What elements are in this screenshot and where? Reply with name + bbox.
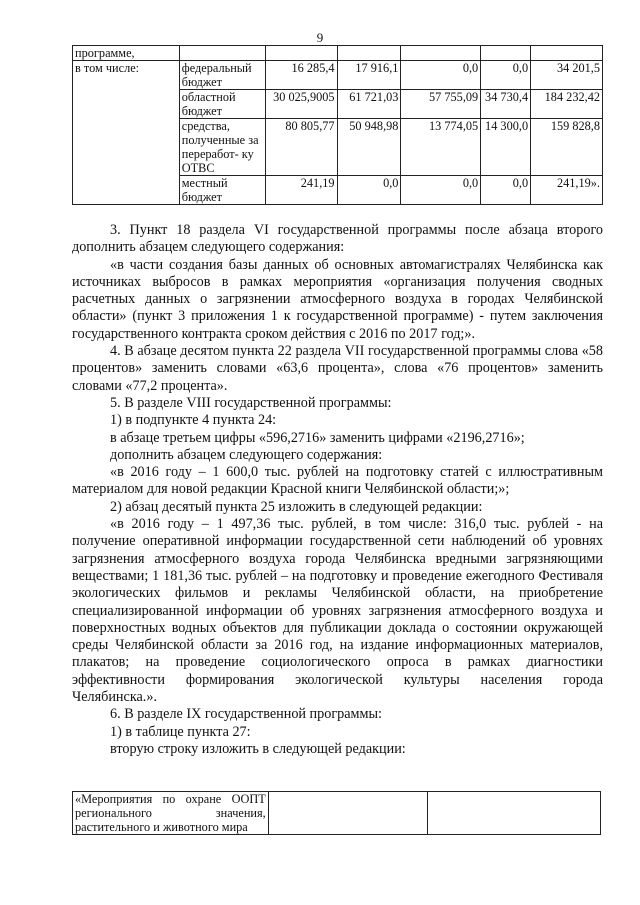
page-number: 9 — [316, 30, 324, 45]
table-row — [73, 792, 601, 835]
value-cell: 0,0 — [401, 176, 481, 205]
paragraph: «в части создания базы данных об основных автомагистралях Челябинска как источниках выбросов в рамках мероприятия «организация получения сводных расчетных данных о загрязнении атмосферного воздуха в городах Челябинской области» (пункт 3 приложения 1 к государственной программе) - путем заключения государственного контракта сроком действия с 2016 по 2017 год;». — [72, 256, 603, 342]
paragraph: вторую строку изложить в следующей редакции: — [110, 740, 406, 757]
value-cell: 16 285,4 — [265, 61, 337, 90]
paragraph: 5. В разделе VIII государственной программы: — [110, 394, 392, 411]
paragraph: «в 2016 году – 1 600,0 тыс. рублей на подготовку статей с иллюстративным материалом для новой редакции Красной книги Челябинской области;»; — [72, 464, 603, 498]
value-cell: 14 300,0 — [481, 119, 531, 176]
total-cell: 159 828,8 — [531, 119, 603, 176]
value-cell: 13 774,05 — [401, 119, 481, 176]
paragraph: 3. Пункт 18 раздела VI государственной программы после абзаца второго дополнить абзацем следующего содержания: — [72, 222, 603, 256]
total-cell: 184 232,42 — [531, 90, 603, 119]
paragraph: «в 2016 году – 1 497,36 тыс. рублей, в том числе: 316,0 тыс. рублей - на получение оперативной информации государственной сети наблюдений об уровнях загрязнения атмосферного воздуха города Челябинска вредными загрязняющими веществами; 1 181,36 тыс. рублей – на подготовку и проведение ежегодного Фестиваля экологических фильмов и рекламы Челябинской области, на приобретение специализированной информации об уровнях загрязнения атмосферного воздуха и поверхностных водных объектов для публикации доклада о состоянии окружающей среды Челябинской области за 2016 год, на издание информационных материалов, плакатов; на проведение социологического опроса в рамках диагностики эффективности формирования экологической культуры населения города Челябинска.». — [72, 516, 603, 706]
replacement-row-table — [72, 791, 601, 835]
paragraph: 6. В разделе IX государственной программы: — [110, 706, 382, 723]
paragraph: 1) в таблице пункта 27: — [110, 723, 251, 740]
value-cell: 61 721,03 — [337, 90, 401, 119]
value-cell: 57 755,09 — [401, 90, 481, 119]
total-cell: 241,19». — [531, 176, 603, 205]
value-cell: 0,0 — [481, 176, 531, 205]
table-row — [73, 46, 603, 61]
value-cell: 17 916,1 — [337, 61, 401, 90]
row-label: областной бюджет — [179, 90, 265, 119]
value-cell: 0,0 — [401, 61, 481, 90]
value-cell: 34 730,4 — [481, 90, 531, 119]
value-cell: 241,19 — [265, 176, 337, 205]
value-cell: 50 948,98 — [337, 119, 401, 176]
row-label: местный бюджет — [179, 176, 265, 205]
paragraph: 1) в подпункте 4 пункта 24: — [110, 412, 277, 429]
row-label: федеральный бюджет — [179, 61, 265, 90]
row-label: средства, полученные за переработ- ку ОТВС — [179, 119, 265, 176]
value-cell: 80 805,77 — [265, 119, 337, 176]
value-cell: 0,0 — [337, 176, 401, 205]
paragraph: в абзаце третьем цифры «596,2716» заменить цифрами «2196,2716»; — [110, 429, 525, 446]
paragraph: дополнить абзацем следующего содержания: — [110, 446, 383, 463]
total-cell: 34 201,5 — [531, 61, 603, 90]
table-cell: «Мероприятия по охране ООПТ регионального значения, растительного и животного мира — [73, 792, 269, 835]
table-cell: программе, — [73, 46, 180, 61]
value-cell: 30 025,9005 — [265, 90, 337, 119]
paragraph: 4. В абзаце десятом пункта 22 раздела VII государственной программы слова «58 процентов» заменить словами «63,6 процента», слова «76 процентов» заменить словами «77,2 процента». — [72, 343, 603, 394]
document-body — [72, 222, 603, 758]
group-label: в том числе: — [73, 61, 180, 205]
table-row — [73, 61, 603, 90]
paragraph: 2) абзац десятый пункта 25 изложить в следующей редакции: — [110, 498, 483, 515]
finance-table — [72, 45, 603, 205]
value-cell: 0,0 — [481, 61, 531, 90]
